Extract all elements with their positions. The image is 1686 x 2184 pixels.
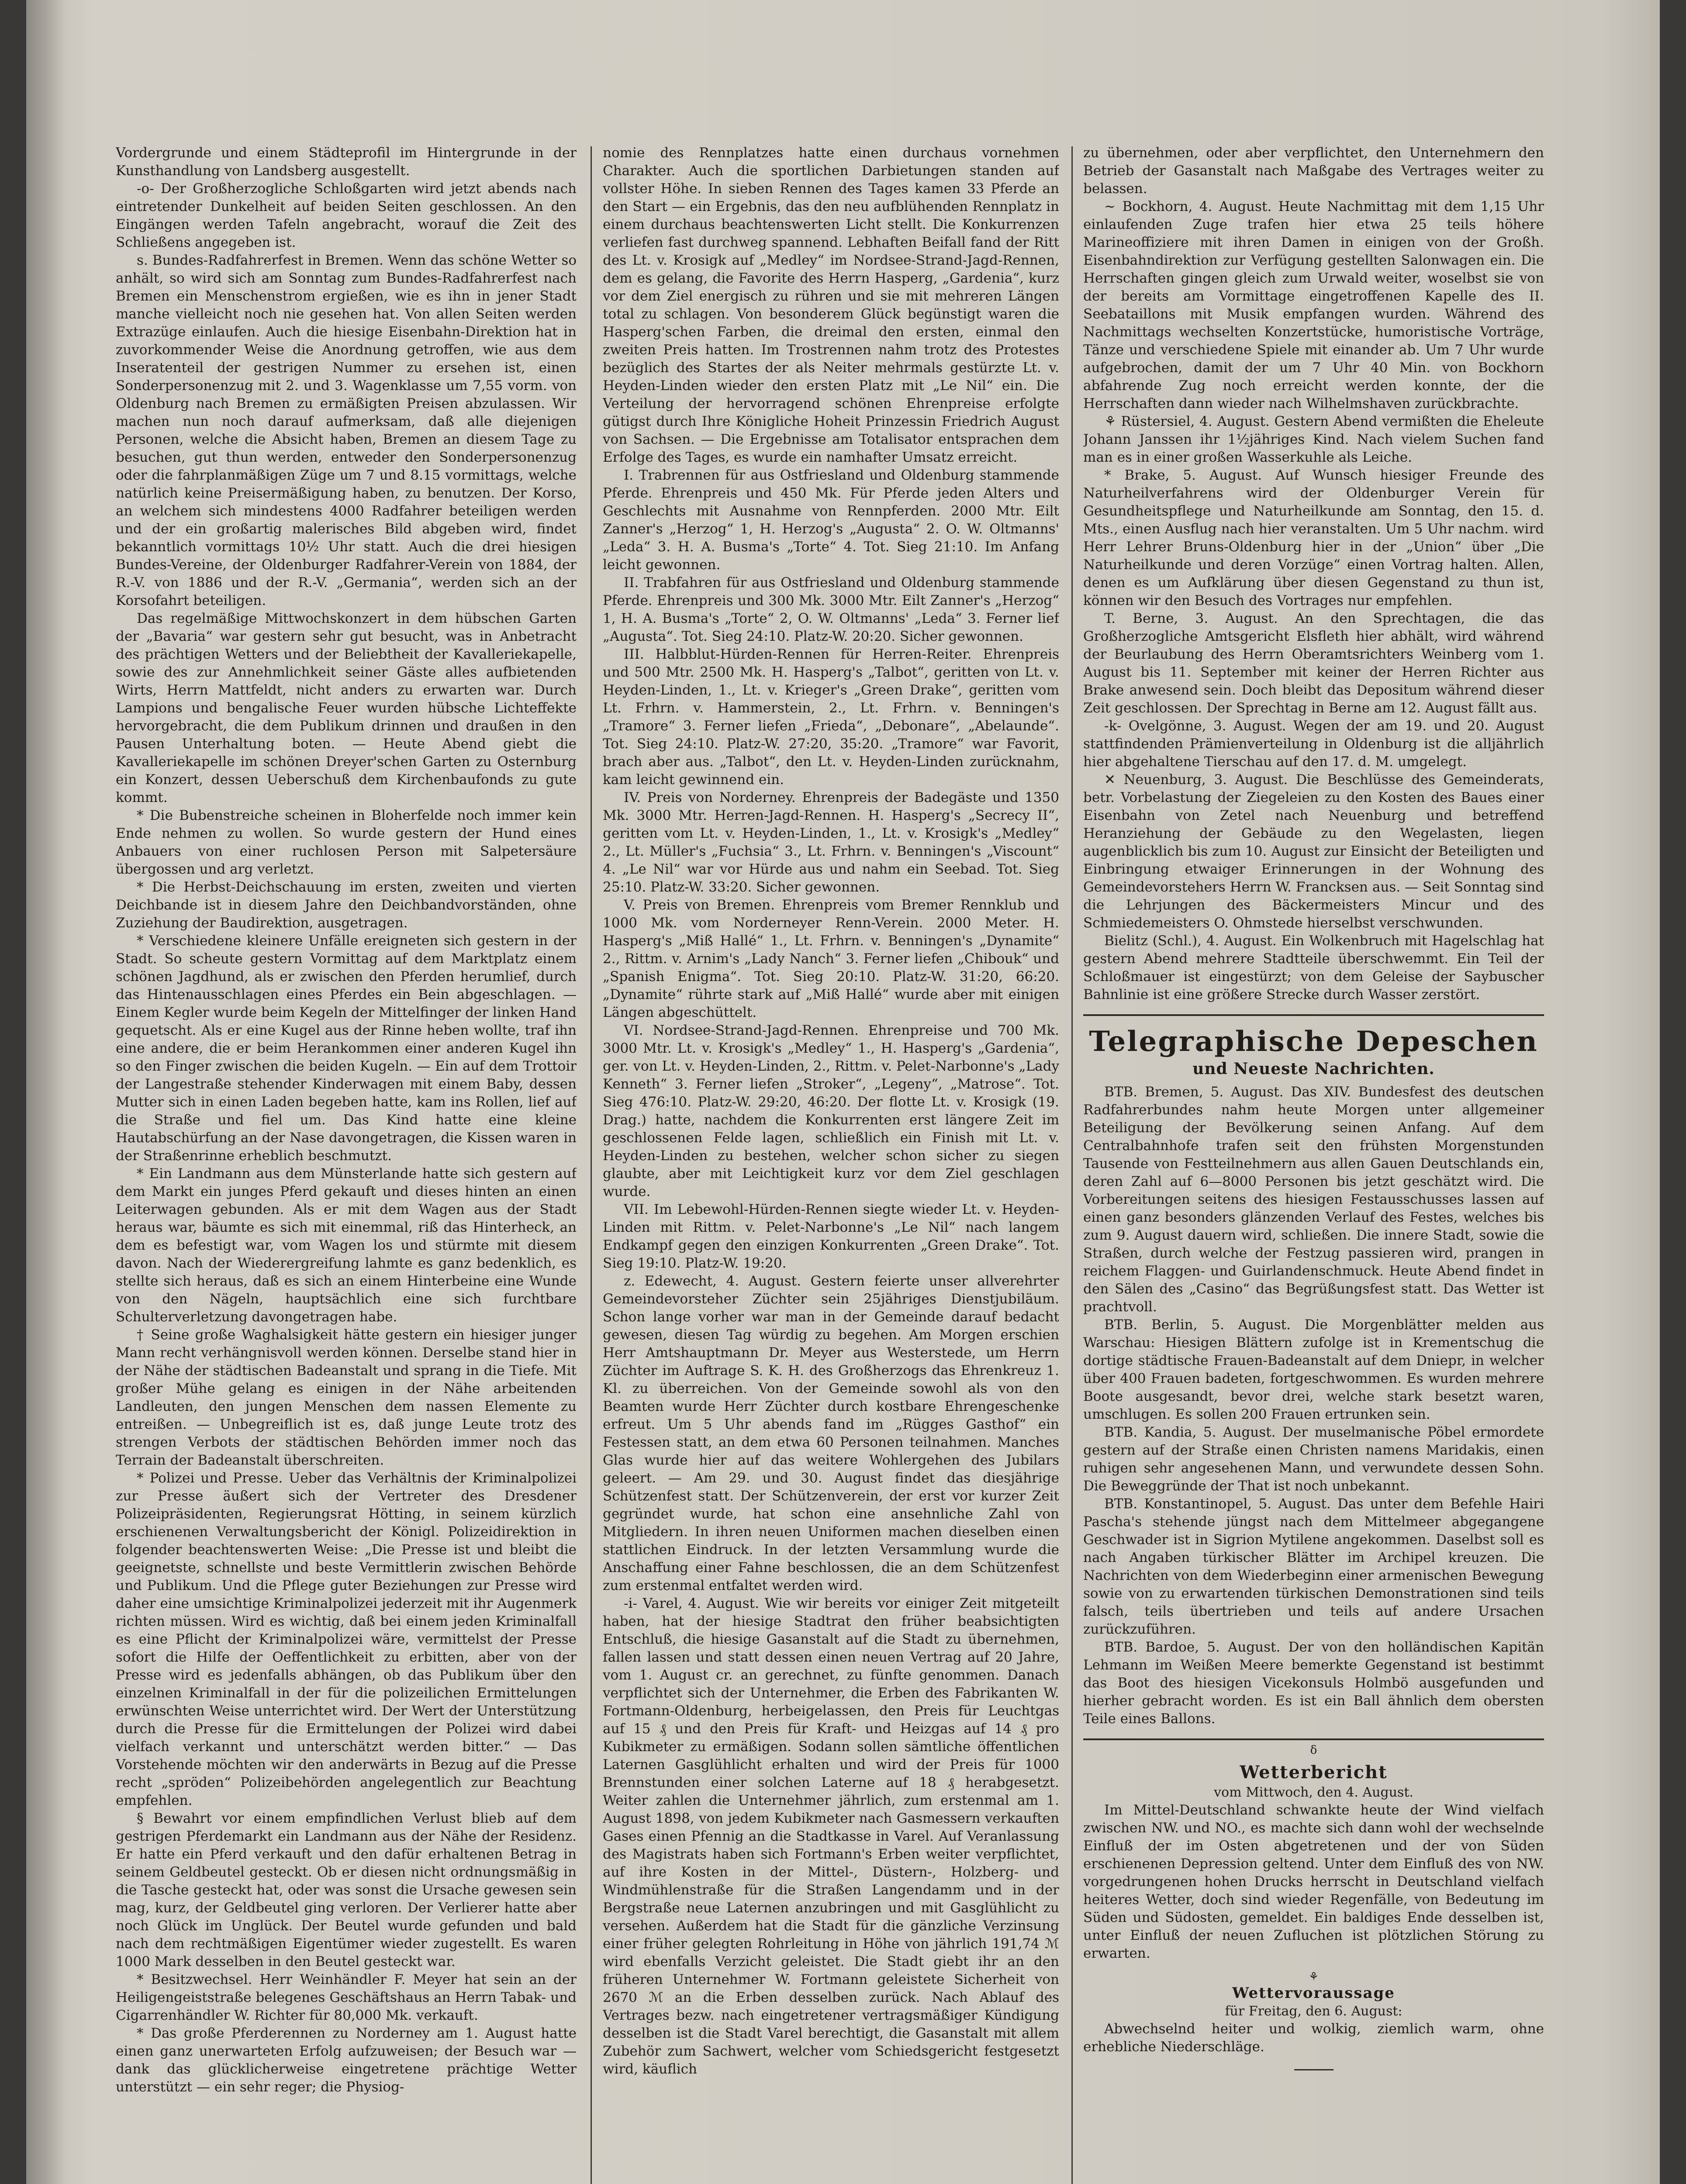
weather-mark: δ <box>1310 1744 1317 1757</box>
article-paragraph: § Bewahrt vor einem empfindlichen Verlust blieb auf dem gestrigen Pferdemarkt ein Landmann aus der Nähe der Residenz. Er hatte ein Pferd verkauft und den dafür erhaltenen Betrag in seinem Geldbeutel gesteckt. Ob er diesen nicht ordnungsmäßig in die Tasche gesteckt hat, oder was sonst die Ursache gewesen sein mag, kurz, der Geldbeutel ging verloren. Der Verlierer hatte aber noch Glück im Unglück. Der Beutel wurde gefunden und bald nach dem rechtmäßigen Eigentümer wieder zugestellt. Es waren 1000 Mark desselben in den Beutel gesteckt war. <box>116 1811 577 1970</box>
telegrams-heading: Telegraphische Depeschen <box>1089 1025 1538 1058</box>
article-paragraph: Vordergrunde und einem Städteprofil im Hintergrunde in der Kunsthandlung von Landsberg ausgestellt. <box>116 145 577 179</box>
section-rule <box>1083 1738 1544 1740</box>
article-paragraph: * Besitzwechsel. Herr Weinhändler F. Meyer hat sein an der Heiligengeiststraße belegenes Geschäftshaus an Herrn Tabak- und Cigarrenhändler W. Richter für 80,000 Mk. verkauft. <box>116 1972 577 2023</box>
article-paragraph: I. Trabrennen für aus Ostfriesland und Oldenburg stammende Pferde. Ehrenpreis und 450 Mk. Für Pferde jeden Alters und Geschlechts mit Ausnahme von Rennpferden. 2000 Mtr. Eilt Zanner's „Herzog“ 1, H. Herzog's „Augusta“ 2. O. W. Oltmanns' „Leda“ 3. H. A. Busma's „Torte“ 4. Tot. Sieg 21:10. Im Anfang leicht gewonnen. <box>603 467 1059 573</box>
scan-border <box>1660 0 1686 2184</box>
column-1 <box>116 144 577 2184</box>
article-paragraph: * Verschiedene kleinere Unfälle ereigneten sich gestern in der Stadt. So scheute gestern Vormittag auf dem Marktplatz einem schönen Jagdhund, als er zwischen den Pferden herumlief, durch das Hintenausschlagen eines Pferdes ein Bein abgeschlagen. — Einem Kegler wurde beim Kegeln der Mittelfinger der linken Hand gequetscht. Als er eine Kugel aus der Rinne heben wollte, traf ihn eine andere, die er beim Herankommen einer anderen Kugel ihn so den Finger zwischen die beiden Kugeln. — Ein auf dem Trottoir der Langestraße stehender Kinderwagen mit einem Baby, dessen Mutter sich in einen Laden begeben hatte, kam ins Rollen, lief auf die Straße und fiel um. Das Kind hatte eine kleine Hautabschürfung an der Nase davongetragen, die Kissen waren in der Straßenrinne erheblich beschmutzt. <box>116 933 577 1164</box>
newspaper-page <box>26 0 1669 2184</box>
section-rule <box>1083 1014 1544 1016</box>
forecast-text: Abwechselnd heiter und wolkig, ziemlich warm, ohne erhebliche Niederschläge. <box>1083 2021 1544 2055</box>
article-paragraph: s. Bundes-Radfahrerfest in Bremen. Wenn das schöne Wetter so anhält, so wird sich am Sonntag zum Bundes-Radfahrerfest nach Bremen ein Menschenstrom ergießen, wie es ihn in jener Stadt manche vielleicht noch nie gesehen hat. Von allen Seiten werden Extrazüge einlaufen. Auch die hiesige Eisenbahn-Direktion hat in zuvorkommender Weise die Anordnung getroffen, wie aus dem Inseratenteil der gestrigen Nummer zu ersehen ist, einen Sonderpersonenzug mit 2. und 3. Wagenklasse um 7,55 vorm. von Oldenburg nach Bremen zu ermäßigten Preisen abzulassen. Wir machen nun noch darauf aufmerksam, daß alle diejenigen Personen, welche die Absicht haben, Bremen an diesem Tage zu besuchen, gut thun werden, entweder den Sonderpersonenzug oder die fahrplanmäßigen Züge um 7 und 8.15 vormittags, welche natürlich keine Preisermäßigung haben, zu benutzen. Der Korso, an welchem sich mindestens 4000 Radfahrer beteiligen werden und der ein großartig malerisches Bild abgeben wird, findet bekanntlich vormittags 10½ Uhr statt. Auch die drei hiesigen Bundes-Vereine, der Oldenburger Radfahrer-Verein von 1884, der R.-V. von 1886 und der R.-V. „Germania“, werden sich an der Korsofahrt beteiligen. <box>116 252 577 608</box>
article-paragraph: * Ein Landmann aus dem Münsterlande hatte sich gestern auf dem Markt ein junges Pferd gekauft und dieses hinten an einen Leiterwagen gebunden. Als er mit dem Wagen aus der Stadt heraus war, bäumte es sich mit einemmal, riß das Hinterheck, an dem es befestigt war, vom Wagen los und stürmte mit diesem davon. Nach der Wiederergreifung lahmte es ganz bedenklich, es stellte sich heraus, daß es sich an einem Hinterbeine eine Wunde von den Nägeln, hauptsächlich eine sich furchtbare Schulterverletzung davongetragen habe. <box>116 1166 577 1325</box>
article-paragraph: † Seine große Waghalsigkeit hätte gestern ein hiesiger junger Mann recht verhängnisvoll werden können. Derselbe stand hier in der Nähe der städtischen Badeanstalt und sprang in die Tiefe. Mit großer Mühe gelang es einigen in der Nähe arbeitenden Landleuten, den jungen Menschen dem nassen Elemente zu entreißen. — Unbegreiflich ist es, daß junge Leute trotz des strengen Verbots der städtischen Behörden immer noch das Terrain der Badeanstalt überschreiten. <box>116 1327 577 1468</box>
article-paragraph: z. Edewecht, 4. August. Gestern feierte unser allverehrter Gemeindevorsteher Züchter sein 25jähriges Dienstjubiläum. Schon lange vorher war man in der Gemeinde darauf bedacht gewesen, diesen Tag würdig zu begehen. Am Morgen erschien Herr Amtshauptmann Dr. Meyer aus Westerstede, um Herrn Züchter im Auftrage S. K. H. des Großherzogs das Ehrenkreuz 1. Kl. zu überreichen. Von der Gemeinde sowohl als von den Beamten wurde Herr Züchter durch kostbare Ehrengeschenke erfreut. Um 5 Uhr abends fand im „Rügges Gasthof“ ein Festessen statt, an dem etwa 60 Personen teilnahmen. Manches Glas wurde hier auf das weitere Wohlergehen des Jubilars geleert. — Am 29. und 30. August findet das diesjährige Schützenfest statt. Der Schützenverein, der erst vor kurzer Zeit gegründet wurde, hat schon eine ansehnliche Zahl von Mitgliedern. In ihren neuen Uniformen machen dieselben einen stattlichen Eindruck. In der letzten Versammlung wurde die Anschaffung einer Fahne beschlossen, die an dem Schützenfest zum erstenmal entfaltet werden wird. <box>603 1273 1059 1593</box>
telegram-item: BTB. Bardoe, 5. August. Der von den holländischen Kapitän Lehmann im Weißen Meere bemerkte Gegenstand ist bestimmt das Boot des hiesigen Vicekonsuls Holmbö ausgefunden und hierher gebracht worden. Es ist ein Ball ähnlich dem obersten Teile eines Ballons. <box>1083 1639 1544 1727</box>
column-divider-1 <box>591 146 592 2184</box>
column-divider-2 <box>1071 146 1073 2184</box>
article-paragraph: Bielitz (Schl.), 4. August. Ein Wolkenbruch mit Hagelschlag hat gestern Abend mehrere Stadtteile überschwemmt. Ein Teil der Schloßmauer ist eingestürzt; von dem Geleise der Saybuscher Bahnlinie ist eine größere Strecke durch Wasser zerstört. <box>1083 933 1544 1002</box>
telegrams-subheading: und Neueste Nachrichten. <box>1192 1060 1435 1078</box>
article-paragraph: IV. Preis von Norderney. Ehrenpreis der Badegäste und 1350 Mk. 3000 Mtr. Herren-Jagd-Rennen. H. Hasperg's „Secrecy II“, geritten vom Lt. v. Heyden-Linden, 1., Lt. v. Krosigk's „Medley“ 2., Lt. Müller's „Fuchsia“ 3., Lt. Frhrn. v. Benningen's „Viscount“ 4. „Le Nil“ war vor Hürde aus und nahm ein Seebad. Tot. Sieg 25:10. Platz-W. 33:20. Sicher gewonnen. <box>603 790 1059 895</box>
telegram-item: BTB. Berlin, 5. August. Die Morgenblätter melden aus Warschau: Hiesigen Blättern zufolge ist in Krementschug die dortige städtische Frauen-Badeanstalt auf dem Dniepr, in welcher über 400 Frauen badeten, fortgeschwommen. Es wurden mehrere Boote ausgesandt, bevor drei, welche stark besetzt waren, umschlugen. Es sollen 200 Frauen ertrunken sein. <box>1083 1317 1544 1422</box>
article-paragraph: T. Berne, 3. August. An den Sprechtagen, die das Großherzogliche Amtsgericht Elsfleth hier abhält, wird während der Beurlaubung des Herrn Oberamtsrichters Weinberg vom 1. August bis 11. September mit keiner der Herren Richter aus Brake anwesend sein. Doch bleibt das Depositum während dieser Zeit geschlossen. Der Sprechtag in Berne am 12. August fällt aus. <box>1083 611 1544 716</box>
article-paragraph: -i- Varel, 4. August. Wie wir bereits vor einiger Zeit mitgeteilt haben, hat der hiesige Stadtrat den früher beabsichtigten Entschluß, die hiesige Gasanstalt auf die Stadt zu übernehmen, fallen lassen und statt dessen einen neuen Vertrag auf 20 Jahre, vom 1. August cr. an gerechnet, zu fünfte genommen. Danach verpflichtet sich der Unternehmer, die Erben des Fabrikanten W. Fortmann-Oldenburg, herbeigelassen, den Preis für Leuchtgas auf 15 ₰ und den Preis für Kraft- und Heizgas auf 14 ₰ pro Kubikmeter zu ermäßigen. Sodann sollen sämtliche öffentlichen Laternen Gasglühlicht erhalten und wird der Preis für 1000 Brennstunden einer solchen Laterne auf 18 ₰ herabgesetzt. Weiter zahlen die Unternehmer jährlich, zum erstenmal am 1. August 1898, von jedem Kubikmeter nach Gasmessern verkauften Gases einen Pfennig an die Stadtkasse in Varel. Auf Veranlassung des Magistrats haben sich Fortmann's Erben weiter verpflichtet, auf ihre Kosten in der Mittel-, Düstern-, Holzberg- und Windmühlenstraße für die Straßen Langendamm und in der Bergstraße neue Laternen anzubringen und mit Gasglühlicht zu versehen. Außerdem hat die Stadt für die gänzliche Verzinsung einer früher gelegten Rohrleitung in Höhe von jährlich 191,74 ℳ wird ebenfalls Verzicht geleistet. Die Stadt giebt ihr an den früheren Unternehmer W. Fortmann geleistete Sicherheit von 2670 ℳ an die Erben desselben zurück. Nach Ablauf des Vertrages bezw. nach eingetretener vertragsmäßiger Kündigung desselben ist die Stadt Varel berechtigt, die Gasanstalt mit allem Zubehör zum Sachwert, welcher vom Schiedsgericht festgesetzt wird, käuflich <box>603 1596 1059 2077</box>
article-paragraph: * Brake, 5. August. Auf Wunsch hiesiger Freunde des Naturheilverfahrens wird der Oldenburger Verein für Gesundheitspflege und Naturheilkunde am Sonntag, den 15. d. Mts., einen Ausflug nach hier veranstalten. Um 5 Uhr nachm. wird Herr Lehrer Bruns-Oldenburg hier in der „Union“ über „Die Naturheilkunde und deren Vorzüge“ einen Vortrag halten. Allen, denen es um Aufklärung über diesen Gegenstand zu thun ist, können wir den Besuch des Vortrages nur empfehlen. <box>1083 467 1544 608</box>
article-paragraph: V. Preis von Bremen. Ehrenpreis vom Bremer Rennklub und 1000 Mk. vom Norderneyer Renn-Verein. 2000 Meter. H. Hasperg's „Miß Hallé“ 1., Lt. Frhrn. v. Benningen's „Dynamite“ 2., Rittm. v. Arnim's „Lady Nanch“ 3. Ferner liefen „Chibouk“ und „Spanish Enigma“. Tot. Sieg 20:10. Platz-W. 31:20, 66:20. „Dynamite“ rührte stark auf „Miß Hallé“ wurde aber mit einigen Längen abgeschüttelt. <box>603 897 1059 1020</box>
article-paragraph: * Die Herbst-Deichschauung im ersten, zweiten und vierten Deichbande ist in diesem Jahre den Deichbandvorständen, ohne Zuziehung der Baudirektion, ausgetragen. <box>116 879 577 931</box>
column-2 <box>603 144 1059 2184</box>
weather-report: Im Mittel-Deutschland schwankte heute der Wind vielfach zwischen NW. und NO., es machte sich dann wohl der wechselnde Einfluß der im Osten abgetretenen und der von Süden erschienenen Depression geltend. Unter dem Einfluß des von NW. vorgedrungenen hohen Drucks herrscht in Deutschland vielfach heiteres Wetter, doch sind wieder Regenfälle, von Bedeutung im Süden und Südosten, gemeldet. Ein baldiges Ende desselben ist, unter Einfluß der neuen Zufluchen ist plötzlichen Störung zu erwarten. <box>1083 1802 1544 1961</box>
article-paragraph: ~ Bockhorn, 4. August. Heute Nachmittag mit dem 1,15 Uhr einlaufenden Zuge trafen hier etwa 25 teils höhere Marineoffiziere mit ihren Damen in einigen von der Großh. Eisenbahndirektion zur Verfügung gestellten Salonwagen ein. Die Herrschaften gingen gleich zum Urwald weiter, woselbst sie von der bereits am Vormittage eingetroffenen Kapelle des II. Seebataillons mit Musik empfangen wurden. Während des Nachmittags wechselten Konzertstücke, humoristische Vorträge, Tänze und verschiedene Spiele mit einander ab. Um 7 Uhr wurde aufgebrochen, damit der um 7 Uhr 40 Min. von Bockhorn abfahrende Zug noch erreicht werden konnte, der die Herrschaften dann wieder nach Wilhelmshaven zurückbrachte. <box>1083 199 1544 411</box>
article-paragraph: zu übernehmen, oder aber verpflichtet, den Unternehmern den Betrieb der Gasanstalt nach Maßgabe des Vertrages weiter zu belassen. <box>1083 145 1544 197</box>
article-paragraph: ✕ Neuenburg, 3. August. Die Beschlüsse des Gemeinderats, betr. Vorbelastung der Ziegeleien zu den Kosten des Baues einer Eisenbahn von Zetel nach Neuenburg und betreffend Heranziehung der Gebäude zu den Wegelasten, liegen augenblicklich bis zum 10. August zur Einsicht der Beteiligten und Einbringung etwaiger Erinnerungen in der Wohnung des Gemeindevorstehers Herrn W. Francksen aus. — Seit Sonntag sind die Lehrjungen des Bäckermeisters Mincur und des Schmiedemeisters O. Ohmstede hierselbst verschwunden. <box>1083 772 1544 931</box>
telegram-item: BTB. Bremen, 5. August. Das XIV. Bundesfest des deutschen Radfahrerbundes nahm heute Morgen unter allgemeiner Beteiligung der Bevölkerung seinen Anfang. Auf dem Centralbahnhofe trafen seit den frühsten Morgenstunden Tausende von Festteilnehmern aus allen Gauen Deutschlands ein, deren Zahl auf 6—8000 Personen bis jetzt geschätzt wird. Die Vorbereitungen seitens des hiesigen Festausschusses lassen auf einen ganz besonders glänzenden Verlauf des Festes, welches bis zum 9. August dauern wird, schließen. Die innere Stadt, sowie die Straßen, durch welche der Festzug passieren wird, prangen in reichem Flaggen- und Guirlandenschmuck. Heute Abend findet in den Sälen des „Casino“ das Begrüßungsfest statt. Das Wetter ist prachtvoll. <box>1083 1084 1544 1315</box>
telegram-item: BTB. Kandia, 5. August. Der muselmanische Pöbel ermordete gestern auf der Straße einen Christen namens Maridakis, einen ruhigen sehr angesehenen Mann, und verwundete dessen Sohn. Die Beweggründe der That ist noch unbekannt. <box>1083 1424 1544 1494</box>
article-paragraph: * Das große Pferderennen zu Norderney am 1. August hatte einen ganz unerwarteten Erfolg aufzuweisen; der Besuch war — dank das glücklicherweise eingetretene prächtige Wetter unterstützt — ein sehr reger; die Physiog- <box>116 2025 577 2095</box>
article-paragraph: VII. Im Lebewohl-Hürden-Rennen siegte wieder Lt. v. Heyden-Linden mit Rittm. v. Pelet-Narbonne's „Le Nil“ nach langem Endkampf gegen den einzigen Konkurrenten „Green Drake“. Tot. Sieg 19:10. Platz-W. 19:20. <box>603 1202 1059 1271</box>
weather-date: vom Mittwoch, den 4. August. <box>1214 1785 1413 1800</box>
telegram-item: BTB. Konstantinopel, 5. August. Das unter dem Befehle Hairi Pascha's stehende jüngst nach dem Mittelmeer abgegangene Geschwader ist in Sigrion Mytilene angekommen. Daselbst soll es nach Angaben türkischer Blätter im Archipel kreuzen. Die Nachrichten von dem Wiederbeginn einer armenischen Bewegung sowie von zu erwartenden türkischen Demonstrationen sind teils falsch, teils übertrieben und teils auf andere Ursachen zurückzuführen. <box>1083 1496 1544 1637</box>
article-paragraph: * Polizei und Presse. Ueber das Verhältnis der Kriminalpolizei zur Presse äußert sich der Vertreter des Dresdener Polizeipräsidenten, Regierungsrat Hötting, in seinem kürzlich erschienenen Verwaltungsbericht der Königl. Polizeidirektion in folgender beachtenswerten Weise: „Die Presse ist und bleibt die geeignetste, schnellste und beste Vermittlerin zwischen Behörde und Publikum. Und die Pflege guter Beziehungen zur Presse wird daher eine umsichtige Kriminalpolizei jederzeit mit ihr Augenmerk richten müssen. Wird es wichtig, daß bei einem jeden Kriminalfall es eine Pflicht der Kriminalpolizei wäre, vermittelst der Presse sofort die Hilfe der Oeffentlichkeit zu erbitten, aber von der Presse wird es jedenfalls abhängen, ob das Publikum über den einzelnen Kriminalfall in der für die polizeilichen Ermittelungen erwünschten Weise unterrichtet wird. Der Wert der Unterstützung durch die Presse für die Ermittelungen der Polizei wird dabei vielfach verkannt und unterschätzt werden bitter.“ — Das Vorstehende möchten wir den anderwärts in Bezug auf die Presse recht „spröden“ Polizeibehörden angelegentlich zur Beachtung empfehlen. <box>116 1470 577 1808</box>
weather-heading: Wetterbericht <box>1240 1762 1388 1783</box>
forecast-date: für Freitag, den 6. August: <box>1225 2004 1403 2019</box>
article-paragraph: III. Halbblut-Hürden-Rennen für Herren-Reiter. Ehrenpreis und 500 Mtr. 2500 Mk. H. Hasperg's „Talbot“, geritten von Lt. v. Heyden-Linden, 1., Lt. v. Krieger's „Green Drake“, geritten vom Lt. Frhrn. v. Hammerstein, 2., Lt. Frhrn. v. Benningen's „Tramore“ 3. Ferner liefen „Frieda“, „Debonare“, „Abelaunde“. Tot. Sieg 24:10. Platz-W. 27:20, 35:20. „Tramore“ war Favorit, brach aber aus. „Talbot“, den Lt. v. Heyden-Linden zurücknahm, kam leicht gewinnend ein. <box>603 646 1059 788</box>
article-paragraph: Das regelmäßige Mittwochskonzert in dem hübschen Garten der „Bavaria“ war gestern sehr gut besucht, was in Anbetracht des prächtigen Wetters und der Beliebtheit der Kavalleriekapelle, sowie des zur Annehmlichkeit seiner Gäste alles aufbietenden Wirts, Herrn Mattfeldt, nicht anders zu erwarten war. Durch Lampions und bengalische Feuer wurden hübsche Lichteffekte hervorgebracht, die dem Publikum drinnen und draußen in den Pausen Unterhaltung boten. — Heute Abend giebt die Kavalleriekapelle im schönen Dreyer'schen Garten zu Osternburg ein Konzert, dessen Ueberschuß dem Kirchenbaufonds zu gute kommt. <box>116 611 577 805</box>
article-paragraph: * Die Bubenstreiche scheinen in Bloherfelde noch immer kein Ende nehmen zu wollen. So wurde gestern der Hund eines Anbauers von einer ruchlosen Person mit Salpetersäure übergossen und arg verletzt. <box>116 808 577 877</box>
article-paragraph: -o- Der Großherzogliche Schloßgarten wird jetzt abends nach eintretender Dunkelheit auf beiden Seiten geschlossen. An den Eingängen werden Tafeln angebracht, worauf die Zeit des Schließens angegeben ist. <box>116 181 577 250</box>
binding-shadow <box>26 0 66 2184</box>
article-paragraph: ⚘ Rüstersiel, 4. August. Gestern Abend vermißten die Eheleute Johann Janssen ihr 1½jähriges Kind. Nach vielem Suchen fand man es in einer großen Wasserkuhle als Leiche. <box>1083 414 1544 465</box>
forecast-mark: ⚘ <box>1308 1970 1319 1984</box>
article-paragraph: -k- Ovelgönne, 3. August. Wegen der am 19. und 20. August stattfindenden Prämienverteilung in Oldenburg ist die alljährlich hier abgehaltene Tierschau auf den 17. d. M. umgelegt. <box>1083 718 1544 770</box>
end-rule <box>1294 2069 1334 2070</box>
column-3 <box>1083 144 1544 2184</box>
article-paragraph: VI. Nordsee-Strand-Jagd-Rennen. Ehrenpreise und 700 Mk. 3000 Mtr. Lt. v. Krosigk's „Medley“ 1., H. Hasperg's „Gardenia“, ger. von Lt. v. Heyden-Linden, 2., Rittm. v. Pelet-Narbonne's „Lady Kenneth“ 3. Ferner liefen „Stroker“, „Legeny“, „Matrose“. Tot. Sieg 476:10. Platz-W. 29:20, 46:20. Der flotte Lt. v. Krosigk (19. Drag.) hatte, nachdem die Konkurrenten erst längere Zeit im geschlossenen Felde lagen, schließlich ein Finish mit Lt. v. Heyden-Linden zu bestehen, welcher schon sicher zu siegen glaubte, aber mit Leichtigkeit kurz vor dem Ziel geschlagen wurde. <box>603 1023 1059 1199</box>
article-paragraph: II. Trabfahren für aus Ostfriesland und Oldenburg stammende Pferde. Ehrenpreis und 300 Mk. 3000 Mtr. Eilt Zanner's „Herzog“ 1, H. A. Busma's „Torte“ 2, O. W. Oltmanns' „Leda“ 3. Ferner lief „Augusta“. Tot. Sieg 24:10. Platz-W. 20:20. Sicher gewonnen. <box>603 575 1059 644</box>
article-paragraph: nomie des Rennplatzes hatte einen durchaus vornehmen Charakter. Auch die sportlichen Darbietungen standen auf vollster Höhe. In sieben Rennen des Tages kamen 33 Pferde an den Start — ein Ergebnis, das den neu aufblühenden Rennplatz in einem durchaus beachtenswerten Licht stellt. Die Konkurrenzen verliefen fast durchweg spannend. Lebhaften Beifall fand der Ritt des Lt. v. Krosigk auf „Medley“ im Nordsee-Strand-Jagd-Rennen, dem es gelang, die Favorite des Herrn Hasperg, „Gardenia“, kurz vor dem Ziel energisch zu rühren und sie mit mehreren Längen total zu schlagen. Von besonderem Glück begünstigt waren die Hasperg'schen Farben, die dreimal den ersten, einmal den zweiten Preis hatten. Im Trostrennen nahm trotz des Protestes bezüglich des Startes der als Neiter mehrmals gestürzte Lt. v. Heyden-Linden wieder den ersten Platz mit „Le Nil“ ein. Die Verteilung der hervorragend schönen Ehrenpreise erfolgte gütigst durch Ihre Königliche Hoheit Prinzessin Friedrich August von Sachsen. — Die Ergebnisse am Totalisator entsprachen dem Erfolge des Tages, es wurde ein namhafter Umsatz erreicht. <box>603 145 1059 465</box>
forecast-heading: Wettervoraussage <box>1232 1984 1395 2002</box>
